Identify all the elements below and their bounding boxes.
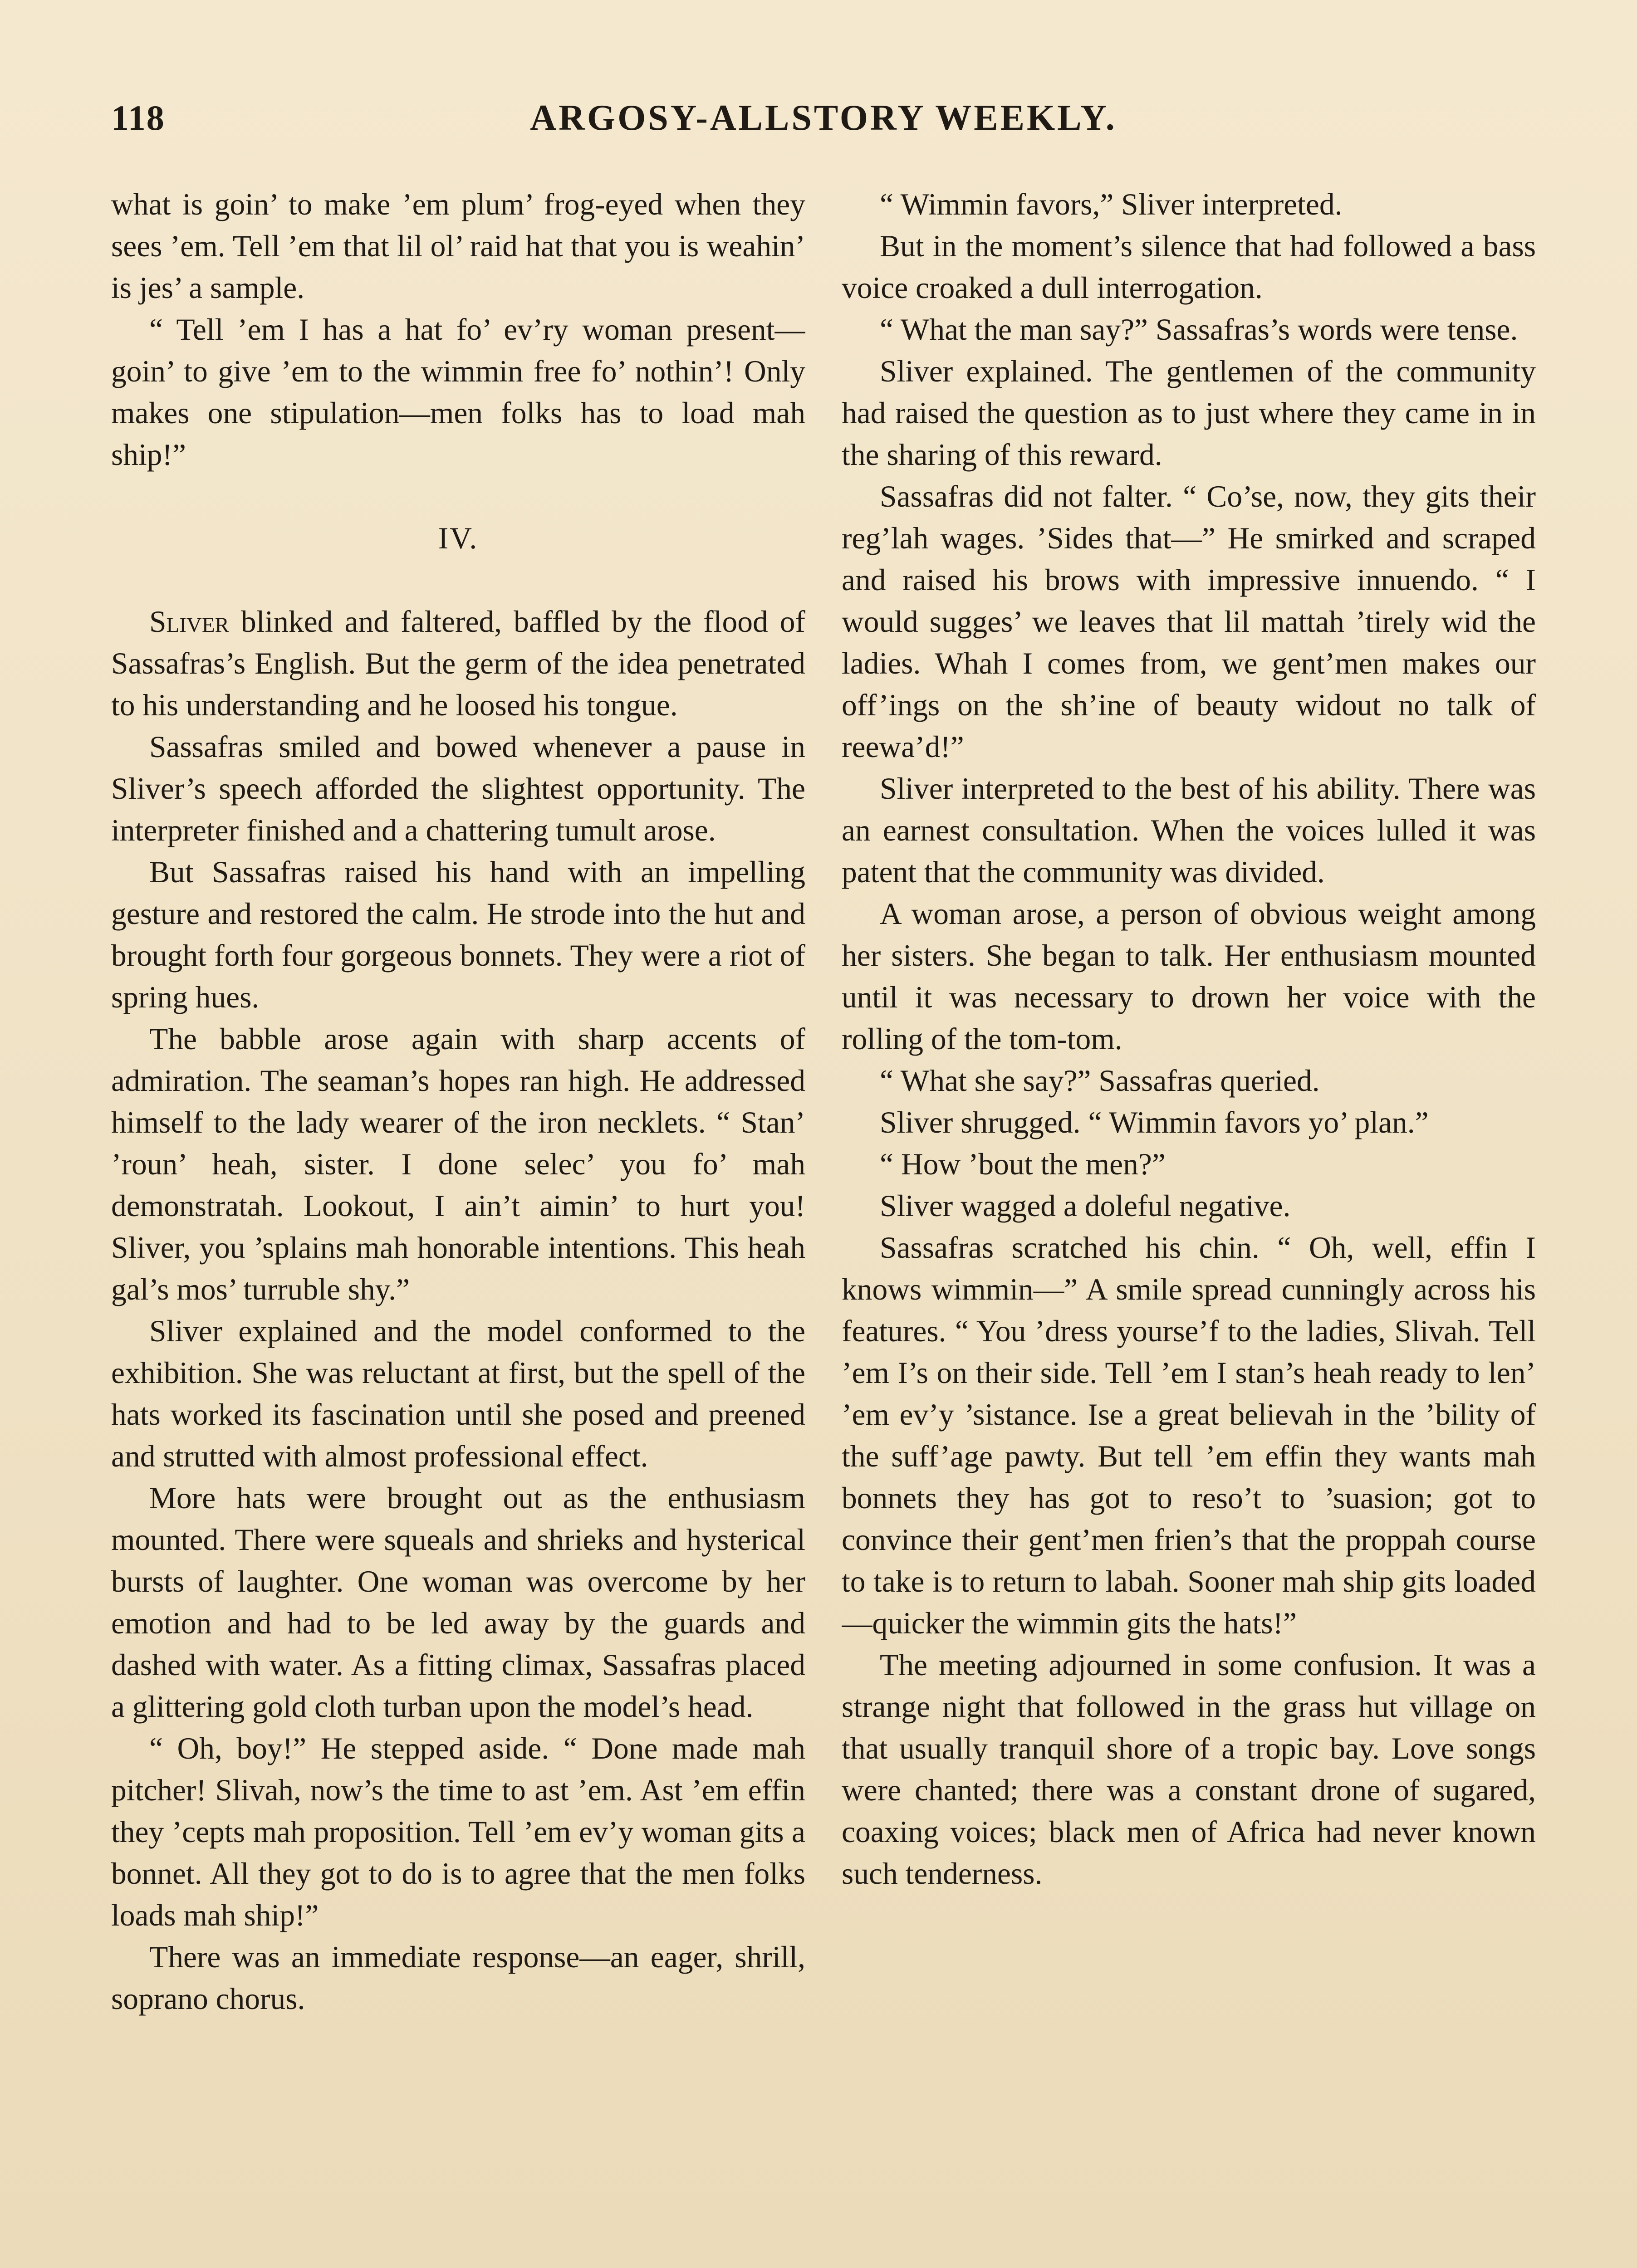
- paragraph: Sassafras scratched his chin. “ Oh, well, effin I knows wimmin—” A smile spread cunningly across his features. “ You ’dress yourse’f to the ladies, Slivah. Tell ’em I’s on their side. Tell ’em I stan’s heah ready to len’ ’em ev’y ’sistance. Ise a great believah in the ’bility of the suff’age pawty. But tell ’em effin they wants mah bonnets they has got to reso’t to ’suasion; got to convince their gent’men frien’s that the proppah course to take is to return to labah. Sooner mah ship gits loaded—quicker the wimmin gits the hats!”: [842, 1231, 1536, 1640]
- running-head: ARGOSY-ALLSTORY WEEKLY.: [530, 98, 1117, 138]
- section-heading: IV.: [438, 521, 479, 555]
- paragraph: Sliver explained. The gentlemen of the community had raised the question as to just where they came in in the sharing of this reward.: [842, 354, 1536, 472]
- paragraph: A woman arose, a person of obvious weight among her sisters. She began to talk. Her enthusiasm mounted until it was necessary to drown her voice with the rolling of the tom-tom.: [842, 897, 1536, 1056]
- paragraph: Sassafras did not falter. “ Co’se, now, they gits their reg’lah wages. ’Sides that—” He smirked and scraped and raised his brows with impressive innuendo. “ I would sugges’ we leaves that lil mattah ’tirely wid the ladies. Whah I comes from, we gent’men makes our off’ings on the sh’ine of beauty widout no talk of reewa’d!”: [842, 479, 1536, 764]
- paragraph: “ Oh, boy!” He stepped aside. “ Done made mah pitcher! Slivah, now’s the time to ast ’em. Ast ’em effin they ’cepts mah proposition. Tell ’em ev’y woman gits a bonnet. All they got to do is to agree that the men folks loads mah ship!”: [111, 1731, 805, 1932]
- paragraph: “ How ’bout the men?”: [880, 1147, 1166, 1181]
- paragraph: Sliver interpreted to the best of his ability. There was an earnest consultation. When the voices lulled it was patent that the community was divided.: [842, 772, 1536, 889]
- paragraph: More hats were brought out as the enthusiasm mounted. There were squeals and shrieks and hysterical bursts of laughter. One woman was overcome by her emotion and had to be led away by the guards and dashed with water. As a fitting climax, Sassafras placed a glittering gold cloth turban upon the model’s head.: [111, 1481, 805, 1724]
- page-number: 118: [111, 98, 165, 137]
- left-column: [111, 184, 805, 2268]
- lead-in-word: Sliver: [149, 605, 229, 639]
- page-header: [111, 98, 1536, 152]
- paragraph: The meeting adjourned in some confusion. It was a strange night that followed in the grass hut village on that usually tranquil shore of a tropic bay. Love songs were chanted; there was a constant drone of sugared, coaxing voices; black men of Africa had never known such tenderness.: [842, 1648, 1536, 1891]
- paragraph: “ Tell ’em I has a hat fo’ ev’ry woman present—goin’ to give ’em to the wimmin free fo’ nothin’! Only makes one stipulation—men folks has to load mah ship!”: [111, 313, 805, 472]
- paragraph: But in the moment’s silence that had followed a bass voice croaked a dull interrogation.: [842, 229, 1536, 305]
- paragraph: There was an immediate response—an eager, shrill, soprano chorus.: [111, 1940, 805, 2016]
- paragraph: Sliver explained and the model conformed to the exhibition. She was reluctant at first, but the spell of the hats worked its fascination until she posed and preened and strutted with almost professional effect.: [111, 1314, 805, 1473]
- paragraph: [111, 601, 805, 726]
- paragraph: “ What the man say?” Sassafras’s words were tense.: [880, 313, 1518, 347]
- paragraph: Sliver wagged a doleful negative.: [880, 1189, 1291, 1223]
- paragraph: But Sassafras raised his hand with an impelling gesture and restored the calm. He strode into the hut and brought forth four gorgeous bonnets. They were a riot of spring hues.: [111, 855, 805, 1014]
- right-column: [842, 184, 1536, 2268]
- paragraph: Sliver shrugged. “ Wimmin favors yo’ plan.”: [880, 1105, 1429, 1139]
- paragraph: what is goin’ to make ’em plum’ frog-eyed when they sees ’em. Tell ’em that lil ol’ raid hat that you is weahin’ is jes’ a sample.: [111, 187, 805, 305]
- paragraph-text: blinked and faltered, baffled by the flood of Sassafras’s English. But the germ of the idea penetrated to his understanding and he loosed his tongue.: [111, 605, 805, 722]
- paragraph: Sassafras smiled and bowed whenever a pause in Sliver’s speech afforded the slightest opportunity. The interpreter finished and a chattering tumult arose.: [111, 730, 805, 847]
- paragraph: “ What she say?” Sassafras queried.: [880, 1064, 1320, 1098]
- paragraph: The babble arose again with sharp accents of admiration. The seaman’s hopes ran high. He addressed himself to the lady wearer of the iron necklets. “ Stan’ ’roun’ heah, sister. I done selec’ you fo’ mah demonstratah. Lookout, I ain’t aimin’ to hurt you! Sliver, you ’splains mah honorable intentions. This heah gal’s mos’ turruble shy.”: [111, 1022, 805, 1306]
- paragraph: “ Wimmin favors,” Sliver interpreted.: [880, 187, 1343, 221]
